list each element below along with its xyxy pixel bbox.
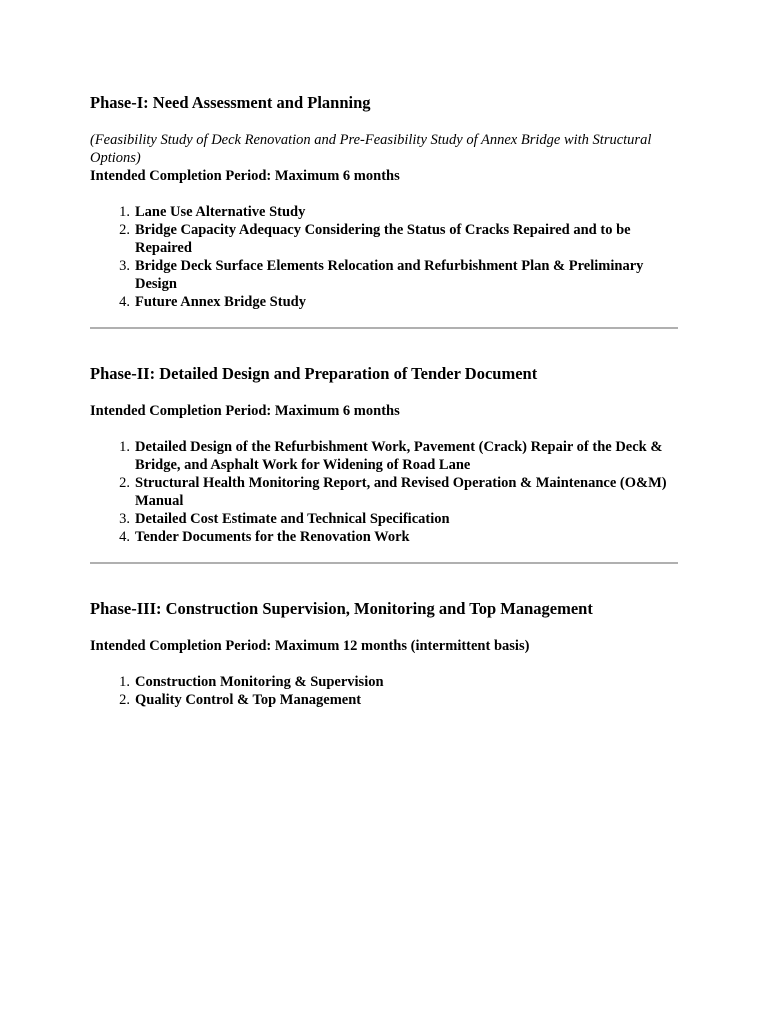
list-item-text: Detailed Cost Estimate and Technical Specification — [135, 511, 450, 527]
list-item-number: 2. — [119, 692, 130, 708]
section-divider — [90, 562, 678, 564]
list-item-number: 1. — [119, 204, 130, 220]
list-item-number: 1. — [119, 674, 130, 690]
list-item-number: 4. — [119, 294, 130, 310]
list-item — [90, 528, 678, 546]
phase-2-period: Intended Completion Period: Maximum 6 months — [90, 403, 400, 419]
phase-3-title: Phase-III: Construction Supervision, Monitoring and Top Management — [90, 599, 593, 618]
phase-1-title: Phase-I: Need Assessment and Planning — [90, 93, 371, 112]
phase-1-subtitle: (Feasibility Study of Deck Renovation and Pre-Feasibility Study of Annex Bridge with Structural Options) — [90, 132, 652, 166]
list-item-number: 4. — [119, 529, 130, 545]
list-item-text: Detailed Design of the Refurbishment Work, Pavement (Crack) Repair of the Deck & Bridge, and Asphalt Work for Widening of Road Lane — [135, 439, 663, 473]
list-item — [90, 438, 678, 474]
list-item-text: Construction Monitoring & Supervision — [135, 674, 384, 690]
list-item-number: 3. — [119, 258, 130, 274]
phase-1-period: Intended Completion Period: Maximum 6 months — [90, 168, 400, 184]
list-item-number: 1. — [119, 439, 130, 455]
list-item — [90, 293, 678, 311]
phase-2-section — [90, 364, 678, 546]
list-item — [90, 510, 678, 528]
phase-1-deliverables — [90, 203, 678, 311]
phase-3-section — [90, 599, 678, 709]
list-item-text: Tender Documents for the Renovation Work — [135, 529, 410, 545]
phase-3-period: Intended Completion Period: Maximum 12 months (intermittent basis) — [90, 638, 530, 654]
list-item — [90, 257, 678, 293]
phase-1-section — [90, 93, 678, 311]
list-item — [90, 221, 678, 257]
list-item-number: 2. — [119, 222, 130, 238]
list-item-text: Future Annex Bridge Study — [135, 294, 306, 310]
list-item-text: Lane Use Alternative Study — [135, 204, 306, 220]
list-item-number: 2. — [119, 475, 130, 491]
list-item-number: 3. — [119, 511, 130, 527]
phase-3-deliverables — [90, 673, 678, 709]
phase-2-deliverables — [90, 438, 678, 546]
list-item — [90, 673, 678, 691]
list-item-text: Quality Control & Top Management — [135, 692, 362, 708]
section-divider — [90, 327, 678, 329]
list-item — [90, 203, 678, 221]
list-item — [90, 691, 678, 709]
list-item — [90, 474, 678, 510]
list-item-text: Bridge Deck Surface Elements Relocation and Refurbishment Plan & Preliminary Design — [135, 258, 644, 292]
list-item-text: Structural Health Monitoring Report, and Revised Operation & Maintenance (O&M) Manual — [135, 475, 667, 509]
list-item-text: Bridge Capacity Adequacy Considering the Status of Cracks Repaired and to be Repaired — [135, 222, 631, 256]
phase-2-title: Phase-II: Detailed Design and Preparation of Tender Document — [90, 364, 538, 383]
